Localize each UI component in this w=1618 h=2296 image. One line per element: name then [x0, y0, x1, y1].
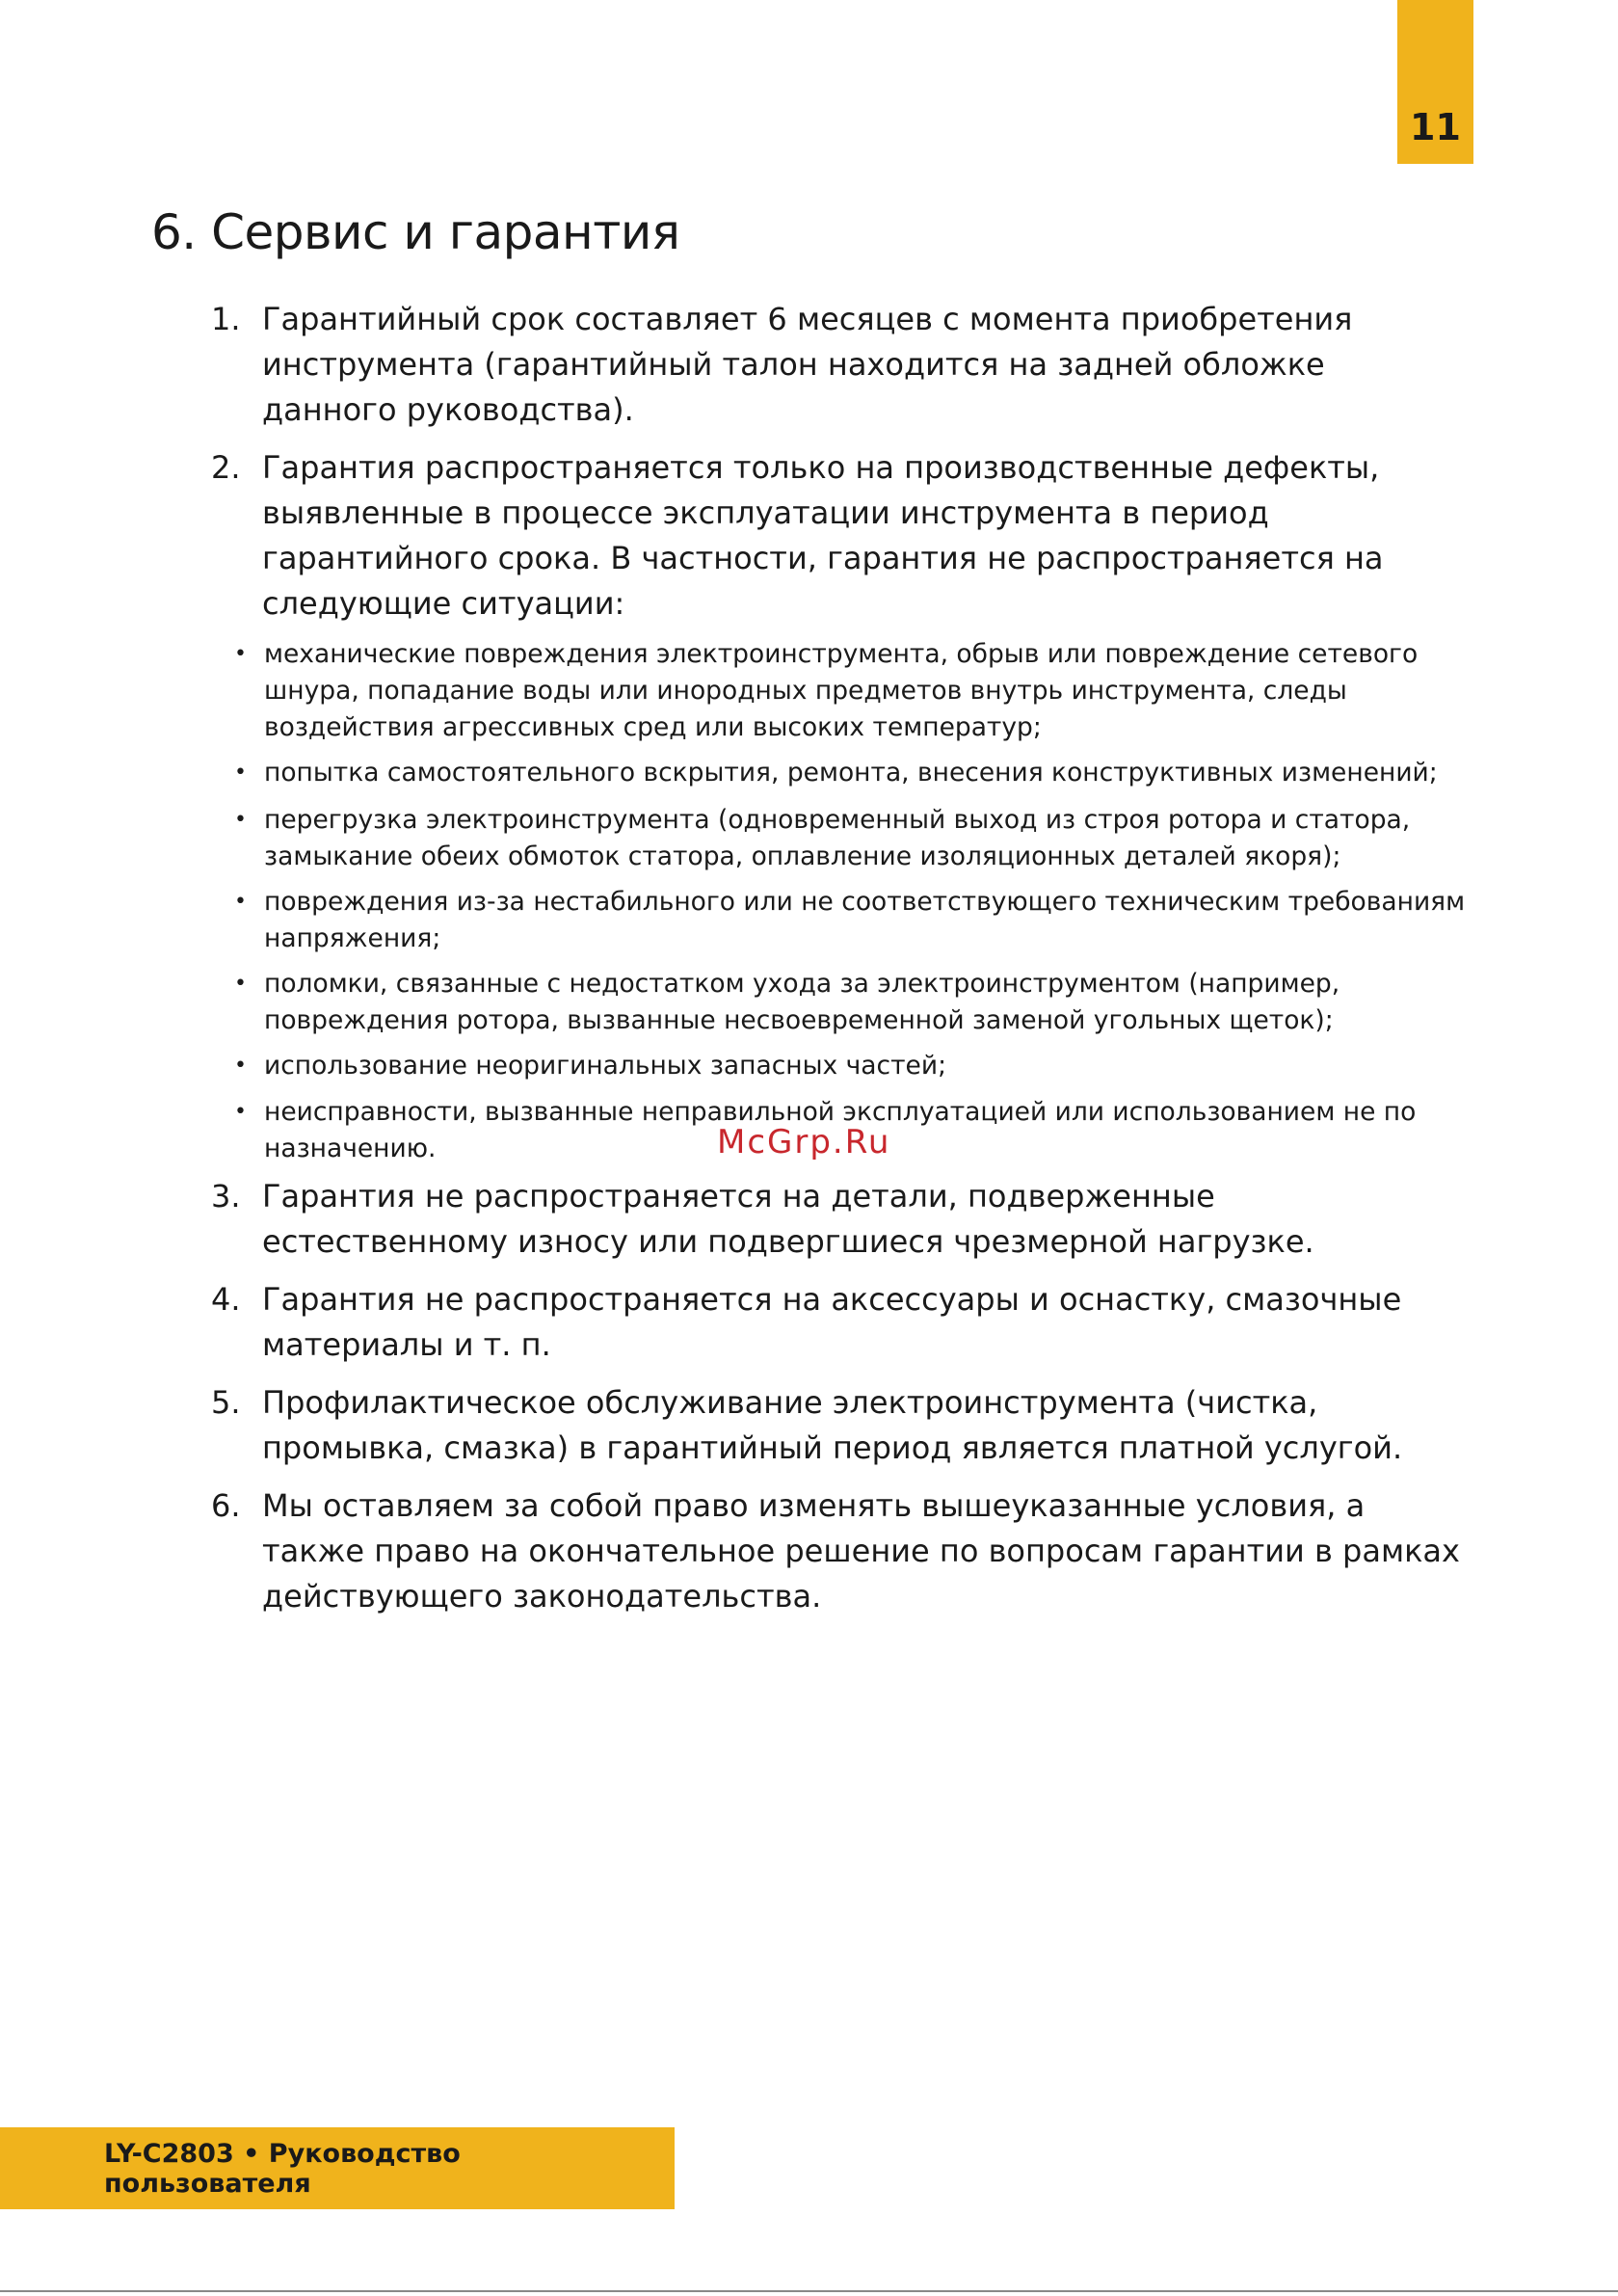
bullet-text: неисправности, вызванные неправильной эксплуатацией или использованием не по назначению. [264, 1097, 1417, 1163]
item-number: 1. [211, 301, 241, 337]
bullet-item-1 [234, 636, 1468, 746]
item-text: Гарантия распространяется только на производственные дефекты, выявленные в процессе эксплуатации инструмента в период гарантийного срока. В частности, гарантия не распространяется на следующие ситуации: [262, 449, 1384, 622]
bottom-rule [0, 2290, 1618, 2292]
bullet-dot: • [234, 808, 247, 832]
bullet-text: перегрузка электроинструмента (одновременный выход из строя ротора и статора, замыкание обеих обмоток статора, оплавление изоляционных деталей якоря); [264, 805, 1411, 871]
list-item-2 [211, 445, 1464, 627]
item-text: Гарантийный срок составляет 6 месяцев с момента приобретения инструмента (гарантийный талон находится на задней обложке данного руководства). [262, 301, 1353, 428]
list-item-3 [211, 1174, 1464, 1265]
list-item-1 [211, 297, 1464, 433]
bullet-item-3 [234, 802, 1468, 875]
page-number-tab [1397, 0, 1473, 164]
item-text: Гарантия не распространяется на детали, подверженные естественному износу или подвергшиеся чрезмерной нагрузке. [262, 1178, 1314, 1260]
footer-text: LY-C2803 • Руководство пользователя [104, 2138, 461, 2199]
item-number: 3. [211, 1178, 241, 1215]
bullet-text: попытка самостоятельного вскрытия, ремонта, внесения конструктивных изменений; [264, 758, 1438, 788]
bullet-dot: • [234, 1100, 247, 1124]
bullet-item-6 [234, 1048, 1468, 1084]
item-number: 2. [211, 449, 241, 486]
item-text: Мы оставляем за собой право изменять вышеуказанные условия, а также право на окончательное решение по вопросам гарантии в рамках действующего законодательства. [262, 1487, 1460, 1615]
item-number: 6. [211, 1487, 241, 1524]
footer-bar [0, 2127, 675, 2209]
bullet-text: поломки, связанные с недостатком ухода за электроинструментом (например, повреждения ротора, вызванные несвоевременной заменой угольных щеток); [264, 969, 1340, 1035]
item-number: 5. [211, 1384, 241, 1421]
bullet-item-4 [234, 884, 1468, 957]
page-number: 11 [1410, 106, 1461, 148]
bullet-item-5 [234, 966, 1468, 1039]
item-text: Гарантия не распространяется на аксессуары и оснастку, смазочные материалы и т. п. [262, 1281, 1402, 1363]
item-number: 4. [211, 1281, 241, 1318]
bullet-text: использование неоригинальных запасных частей; [264, 1051, 947, 1081]
bullet-dot: • [234, 972, 247, 996]
item-text: Профилактическое обслуживание электроинструмента (чистка, промывка, смазка) в гарантийный период является платной услугой. [262, 1384, 1403, 1466]
bullet-dot: • [234, 1054, 247, 1078]
bullet-dot: • [234, 890, 247, 914]
bullet-text: механические повреждения электроинструмента, обрыв или повреждение сетевого шнура, попадание воды или инородных предметов внутрь инструмента, следы воздействия агрессивных сред или высоких температур; [264, 639, 1419, 742]
list-item-4 [211, 1277, 1464, 1368]
list-item-5 [211, 1380, 1464, 1471]
section-title: 6. Сервис и гарантия [151, 204, 680, 260]
bullet-item-2 [234, 755, 1468, 791]
bullet-dot: • [234, 642, 247, 666]
list-item-6 [211, 1483, 1464, 1619]
bullet-text: повреждения из-за нестабильного или не соответствующего техническим требованиям напряжения; [264, 887, 1466, 953]
bullet-dot: • [234, 761, 247, 785]
watermark: McGrp.Ru [717, 1123, 891, 1161]
